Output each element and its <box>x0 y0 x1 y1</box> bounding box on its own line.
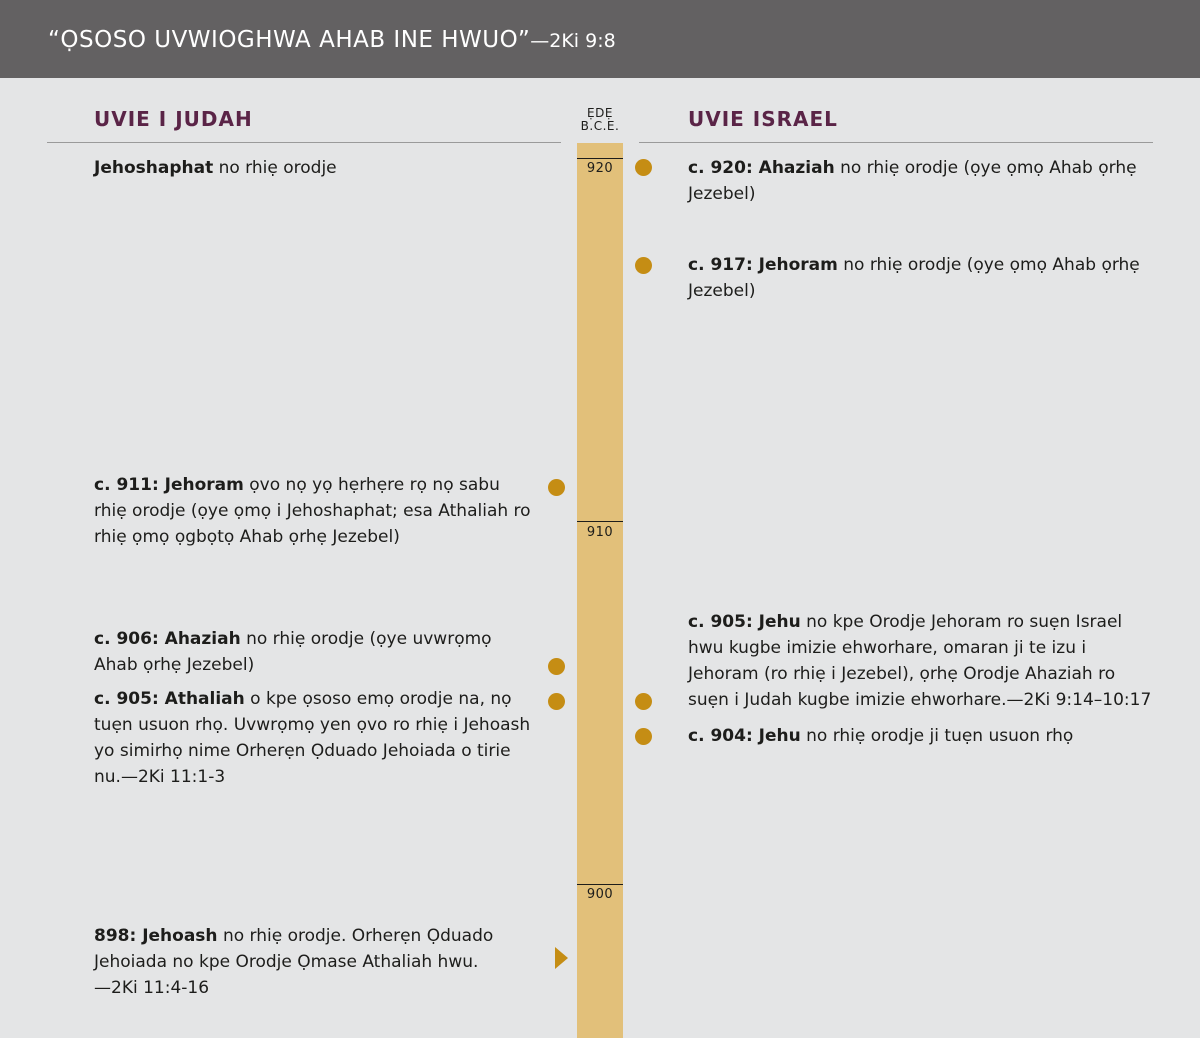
event-marker-dot <box>635 728 652 745</box>
timeline-bar <box>577 143 623 1038</box>
column-title-israel: UVIE ISRAEL <box>688 107 838 131</box>
event-marker-dot <box>635 159 652 176</box>
timeline-tick-label: 900 <box>586 887 614 902</box>
timeline-tick-label: 910 <box>586 525 614 540</box>
event-marker-arrow-icon <box>555 947 568 969</box>
era-label: ẸDẸ B.C.E. <box>580 106 620 133</box>
divider-right <box>639 142 1153 143</box>
timeline-tick <box>577 521 623 522</box>
timeline-tick <box>577 158 623 159</box>
event-judah-athaliah: c. 905: Athaliah o kpe ọsoso emọ orodje na, nọ tuẹn usuon rhọ. Uvwrọmọ yen ọvo ro rhiẹ i Jehoash yo simirhọ nime Orherẹn Ọduado Jehoiada o tirie nu.—2Ki 11:1-3 <box>94 689 531 787</box>
page-title: “ỌSOSO UVWIOGHWA AHAB INE HWUO”—2Ki 9:8 <box>48 27 616 53</box>
event-israel-jehoram: c. 917: Jehoram no rhiẹ orodje (ọye ọmọ Ahab ọrhẹ Jezebel) <box>688 255 1140 301</box>
column-title-judah: UVIE I JUDAH <box>94 107 253 131</box>
event-israel-jehu-king: c. 904: Jehu no rhiẹ orodje ji tuẹn usuon rhọ <box>688 726 1074 746</box>
event-marker-dot <box>635 257 652 274</box>
event-marker-dot <box>548 658 565 675</box>
event-judah-jehoshaphat: Jehoshaphat no rhiẹ orodje <box>94 158 337 178</box>
event-israel-jehu-kills: c. 905: Jehu no kpe Orodje Jehoram ro suẹn Israel hwu kugbe imizie ehworhare, omaran ji te izu i Jehoram (ro rhiẹ i Jezebel), ọrhẹ Orodje Ahaziah ro suẹn i Judah kugbe imizie ehworhare.—2Ki 9:14–10:17 <box>688 612 1152 710</box>
event-israel-ahaziah: c. 920: Ahaziah no rhiẹ orodje (ọye ọmọ Ahab ọrhẹ Jezebel) <box>688 158 1137 204</box>
timeline-tick <box>577 884 623 885</box>
divider-left <box>47 142 561 143</box>
event-judah-ahaziah: c. 906: Ahaziah no rhiẹ orodje (ọye uvwrọmọ Ahab ọrhẹ Jezebel) <box>94 629 492 675</box>
event-judah-jehoash: 898: Jehoash no rhiẹ orodje. Orherẹn Ọduado Jehoiada no kpe Orodje Ọmase Athaliah hwu. —2Ki 11:4-16 <box>94 926 494 998</box>
event-marker-dot <box>635 693 652 710</box>
header-bar <box>0 0 1200 78</box>
event-marker-dot <box>548 479 565 496</box>
scripture-reference: —2Ki 9:8 <box>530 30 616 52</box>
timeline-tick-label: 920 <box>586 161 614 176</box>
event-marker-dot <box>548 693 565 710</box>
event-judah-jehoram: c. 911: Jehoram ọvo nọ yọ hẹrhẹre rọ nọ sabu rhiẹ orodje (ọye ọmọ i Jehoshaphat; esa Athaliah ro rhiẹ ọmọ ọgbọtọ Ahab ọrhẹ Jezebel) <box>94 475 531 547</box>
